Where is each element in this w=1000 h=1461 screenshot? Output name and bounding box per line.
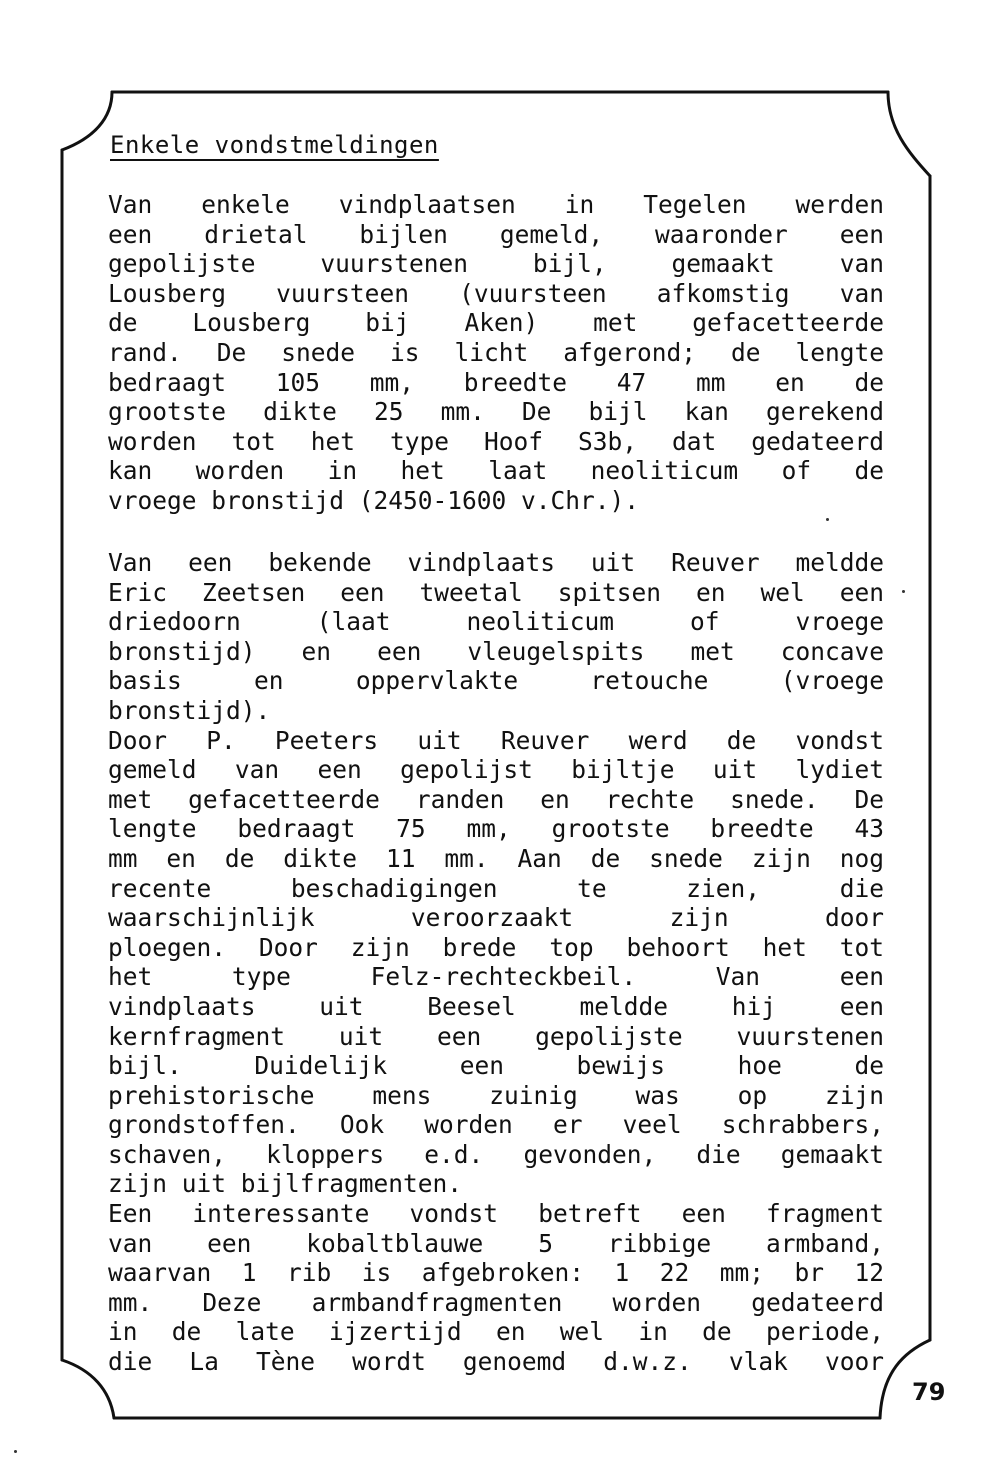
text-line: een drietal bijlen gemeld, waaronder een [108, 219, 884, 249]
text-line: prehistorische mens zuinig was op zijn [108, 1080, 884, 1110]
speck [902, 590, 905, 593]
text-line: gemeld van een gepolijst bijltje uit lydiet [108, 755, 884, 785]
page-number: 79 [912, 1378, 946, 1406]
text-line: lengte bedraagt 75 mm, grootste breedte 43 [108, 814, 884, 844]
frame-corner-top-left [62, 92, 112, 150]
text-line: recente beschadigingen te zien, die [108, 873, 884, 903]
text-line: de Lousberg bij Aken) met gefacetteerde [108, 308, 884, 338]
text-line: grootste dikte 25 mm. De bijl kan gerekend [108, 397, 884, 427]
paragraph-reuver-beesel [108, 548, 884, 1377]
text-line: ploegen. Door zijn brede top behoort het tot [108, 932, 884, 962]
text-line: waarschijnlijk veroorzaakt zijn door [108, 903, 884, 933]
text-line: bronstijd). [108, 695, 271, 725]
text-line: Door P. Peeters uit Reuver werd de vondst [108, 725, 884, 755]
text-line: vroege bronstijd (2450-1600 v.Chr.). [108, 485, 640, 515]
text-line: Een interessante vondst betreft een fragment [108, 1199, 884, 1229]
text-line: gepolijste vuurstenen bijl, gemaakt van [108, 249, 884, 279]
text-line: zijn uit bijlfragmenten. [108, 1169, 463, 1199]
page-heading: Enkele vondstmeldingen [110, 131, 439, 159]
text-line: mm en de dikte 11 mm. Aan de snede zijn nog [108, 843, 884, 873]
text-line: vindplaats uit Beesel meldde hij een [108, 991, 884, 1021]
text-line: die La Tène wordt genoemd d.w.z. vlak voor [108, 1347, 884, 1377]
text-line: bedraagt 105 mm, breedte 47 mm en de [108, 367, 884, 397]
text-line: Van een bekende vindplaats uit Reuver meldde [108, 548, 884, 577]
text-line: schaven, kloppers e.d. gevonden, die gemaakt [108, 1139, 884, 1169]
text-line: kan worden in het laat neoliticum of de [108, 456, 884, 486]
text-line: met gefacetteerde randen en rechte snede. De [108, 784, 884, 814]
text-line: worden tot het type Hoof S3b, dat gedateerd [108, 426, 884, 456]
text-line: basis en oppervlakte retouche (vroege [108, 666, 884, 696]
text-line: bijl. Duidelijk een bewijs hoe de [108, 1051, 884, 1081]
text-line: in de late ijzertijd en wel in de periode, [108, 1317, 884, 1347]
text-line: Lousberg vuursteen (vuursteen afkomstig van [108, 278, 884, 308]
text-line: kernfragment uit een gepolijste vuurstenen [108, 1021, 884, 1051]
paragraph-tegelen [108, 190, 884, 516]
text-line: waarvan 1 rib is afgebroken: 1 22 mm; br 12 [108, 1258, 884, 1288]
text-line: van een kobaltblauwe 5 ribbige armband, [108, 1228, 884, 1258]
text-line: rand. De snede is licht afgerond; de lengte [108, 337, 884, 367]
text-line: het type Felz-rechteckbeil. Van een [108, 962, 884, 992]
text-line: Van enkele vindplaatsen in Tegelen werden [108, 190, 884, 219]
text-line: bronstijd) en een vleugelspits met concave [108, 636, 884, 666]
speck [826, 518, 829, 521]
speck [14, 1450, 17, 1453]
text-line: mm. Deze armbandfragmenten worden gedateerd [108, 1287, 884, 1317]
frame-corner-bottom-left [62, 1360, 114, 1418]
text-line: driedoorn (laat neoliticum of vroege [108, 607, 884, 637]
frame-corner-top-right [888, 92, 930, 176]
text-line: Eric Zeetsen een tweetal spitsen en wel een [108, 577, 884, 607]
text-line: grondstoffen. Ook worden er veel schrabbers, [108, 1110, 884, 1140]
